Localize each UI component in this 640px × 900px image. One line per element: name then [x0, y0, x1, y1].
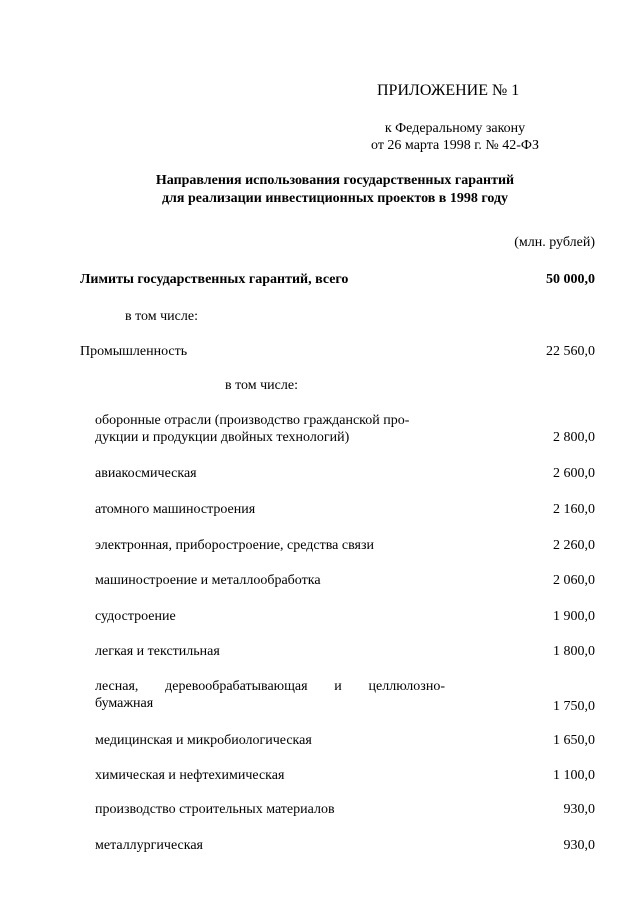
item-value: 2 800,0	[553, 430, 595, 445]
industry-value: 22 560,0	[546, 344, 595, 359]
industry-label: Промышленность	[80, 344, 188, 359]
item-label: электронная, приборостроение, средства связи	[95, 538, 374, 553]
item-label: легкая и текстильная	[95, 644, 220, 659]
item-label-word: и	[334, 679, 342, 694]
item-label	[95, 412, 409, 446]
document-heading	[100, 172, 570, 208]
appendix-title: ПРИЛОЖЕНИЕ № 1	[377, 82, 520, 99]
item-label-line-1	[95, 678, 445, 695]
total-value: 50 000,0	[546, 272, 595, 287]
units-note: (млн. рублей)	[514, 235, 595, 250]
item-value: 2 060,0	[553, 573, 595, 588]
item-label: авиакосмическая	[95, 466, 197, 481]
item-value: 930,0	[563, 802, 595, 817]
item-label: судостроение	[95, 609, 176, 624]
document-heading-line-2: для реализации инвестиционных проектов в 1998 году	[161, 191, 509, 206]
item-value: 930,0	[563, 838, 595, 853]
item-label: машиностроение и металлообработка	[95, 573, 321, 588]
item-value: 1 650,0	[553, 733, 595, 748]
item-value: 2 600,0	[553, 466, 595, 481]
item-label-line-1: оборонные отрасли (производство гражданской про-	[95, 413, 410, 428]
item-label: медицинская и микробиологическая	[95, 733, 312, 748]
item-label: металлургическая	[95, 838, 203, 853]
law-reference-line-2: от 26 марта 1998 г. № 42-ФЗ	[371, 138, 539, 153]
item-label	[95, 678, 445, 712]
including-label-1: в том числе:	[125, 309, 198, 324]
total-label: Лимиты государственных гарантий, всего	[80, 272, 349, 287]
item-label: производство строительных материалов	[95, 802, 335, 817]
law-reference-line-1: к Федеральному закону	[384, 121, 526, 136]
item-label-word: лесная,	[95, 679, 139, 694]
law-reference	[355, 120, 555, 154]
item-label-word: целлюлозно-	[368, 679, 445, 694]
item-value: 1 750,0	[553, 699, 595, 714]
item-value: 1 900,0	[553, 609, 595, 624]
item-value: 1 800,0	[553, 644, 595, 659]
item-label-line-2: дукции и продукции двойных технологий)	[95, 430, 350, 445]
item-label: химическая и нефтехимическая	[95, 768, 285, 783]
item-label: атомного машиностроения	[95, 502, 256, 517]
including-label-2: в том числе:	[225, 378, 298, 393]
item-label-word: деревообрабатывающая	[165, 679, 308, 694]
item-value: 2 160,0	[553, 502, 595, 517]
item-value: 2 260,0	[553, 538, 595, 553]
item-label-line-2: бумажная	[95, 696, 154, 711]
item-value: 1 100,0	[553, 768, 595, 783]
document-heading-line-1: Направления использования государственных гарантий	[155, 173, 515, 188]
